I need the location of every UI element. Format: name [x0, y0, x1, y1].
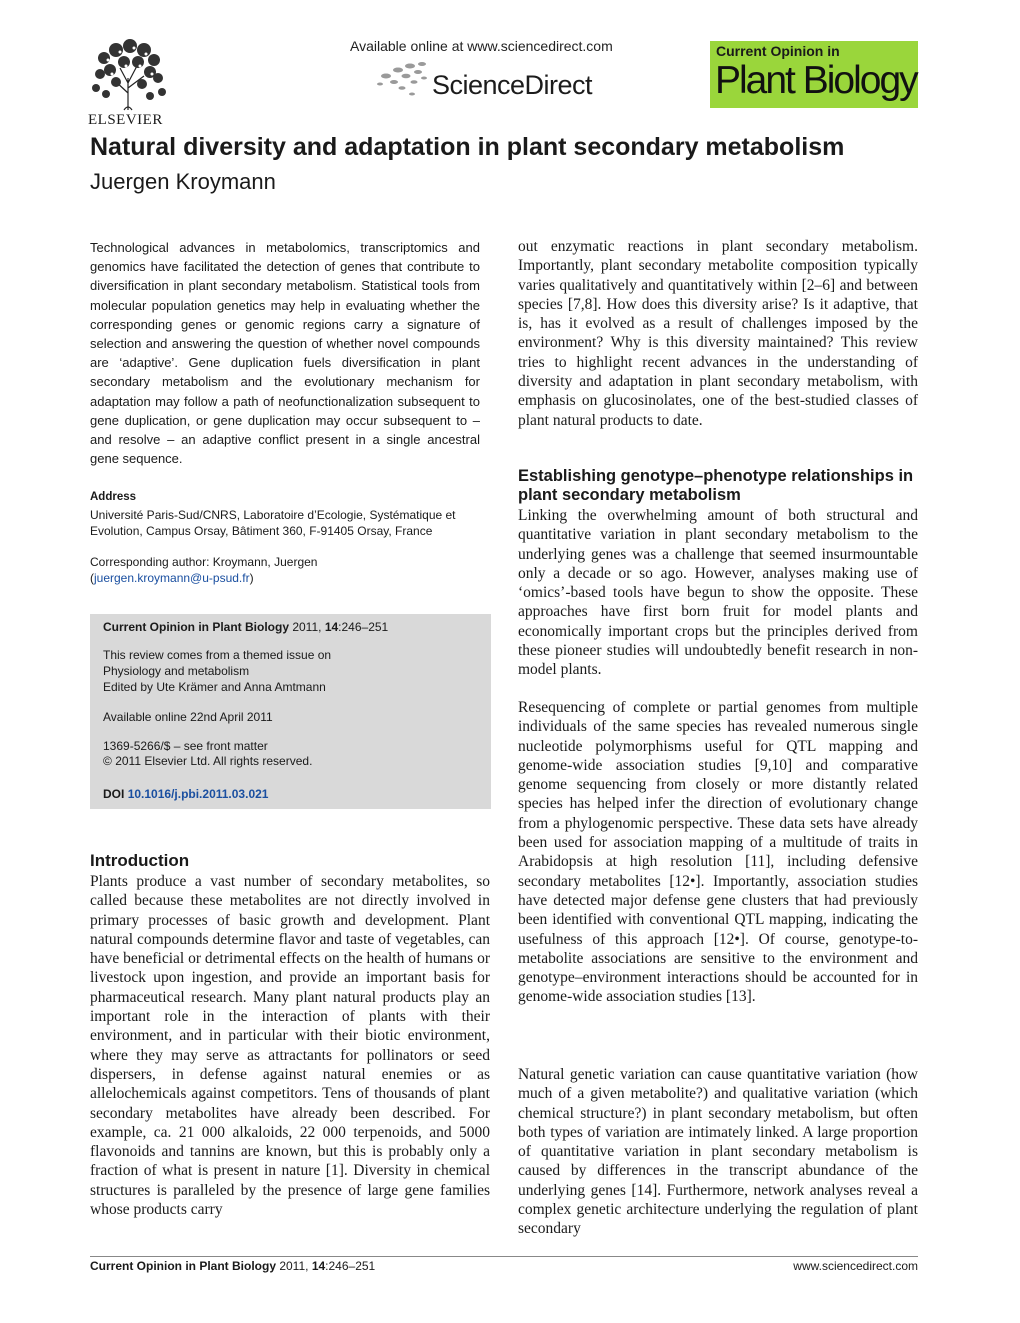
info-copyright — [103, 753, 312, 769]
corresponding-email-link[interactable]: juergen.kroymann@u-psud.fr — [94, 571, 250, 585]
footer-url[interactable]: www.sciencedirect.com — [793, 1259, 918, 1273]
info-copyright-text: 2011 Elsevier Ltd. All rights reserved. — [115, 754, 313, 768]
info-editors: Edited by Ute Krämer and Anna Amtmann — [103, 680, 326, 694]
publisher-name: ELSEVIER — [88, 112, 163, 128]
footer-pages: :246–251 — [325, 1259, 376, 1273]
info-theme-line1: This review comes from a themed issue on — [103, 648, 332, 662]
section-heading-genotype-phenotype: Establishing genotype–phenotype relationships in plant secondary metabolism — [518, 467, 914, 504]
info-citation — [103, 619, 388, 635]
right-paragraph-2: Linking the overwhelming amount of both structural and quantitative variation in plant secondary metabolism to the underlying genes was a challenge that seemed insurmountable only a decade or so ago. However, analyses making use of ‘omics’-based tools have begun to show the opposite. These approaches have first born fruit for model plants and economically important crops but the principles derived from these pioneer studies will undoubtedly benefit research in non-model plants. — [518, 507, 918, 679]
journal-logo-bottom: Plant Biology — [715, 59, 917, 102]
right-paragraph-1: out enzymatic reactions in plant secondary metabolism. Importantly, plant secondary metabolite composition typically varies qualitatively and quantitatively within [2–6] and between species [7,8]. How does this diversity arise? Is it adaptive, that is, has it evolved as a result of challenges imposed by the environment? Why is this diversity maintained? This review tries to highlight recent advances in the understanding of diversity and adaptation in plant secondary metabolism, with emphasis on glucosinolates, one of the best-studied classes of plant natural products to date. — [518, 238, 918, 429]
article-author: Juergen Kroymann — [90, 169, 276, 194]
footer-divider — [90, 1256, 918, 1257]
available-online-text: Available online at www.sciencedirect.com — [350, 38, 613, 54]
info-pages: :246–251 — [338, 620, 389, 634]
info-available: Available online 22nd April 2011 — [103, 710, 273, 724]
info-volume: 14 — [324, 620, 339, 634]
journal-logo — [710, 41, 918, 108]
article-title: Natural diversity and adaptation in plant secondary metabolism — [90, 133, 845, 161]
info-doi-label: DOI — [103, 787, 125, 801]
info-theme-line2: Physiology and metabolism — [103, 664, 250, 678]
info-doi-link[interactable]: 10.1016/j.pbi.2011.03.021 — [127, 787, 269, 801]
info-year: 2011, — [289, 620, 325, 634]
right-paragraph-4: Natural genetic variation can cause quantitative variation (how much of a given metabolite?) and qualitative variation (which chemical structure?) in plant secondary metabolism, but often both types of variation are intimately linked. A large proportion of quantitative variation in plant secondary metabolism is caused by differences in the transcript abundance of the underlying genes [14]. Furthermore, network analyses reveal a complex genetic architecture underlying the regulation of plant secondary — [518, 1066, 918, 1238]
introduction-body: Plants produce a vast number of secondary metabolites, so called because these metabolites are not directly involved in primary processes of basic growth and development. Plant natural compounds determine flavor and taste of vegetables, can have beneficial or detrimental effects on the health of humans or livestock upon ingestion, and provide an important basis for pharmaceutical research. Many plant natural products play an important role in the interaction of plants with their environment, and in particular with their biotic environment, where they may serve as attractants for pollinators or seed dispersers, in defense against natural enemies or as allelochemicals against competitors. Tens of thousands of plant secondary metabolites have already been described. For example, ca. 21 000 alkaloids, 22 000 terpenoids, and 5000 flavonoids and tannins are known, but this is probably only a fraction of what is present in nature [1]. Diversity in chemical structures is paralleled by the presence of large gene families whose products carry — [90, 873, 490, 1219]
right-paragraph-3: Resequencing of complete or partial genomes from multiple individuals of the same species has revealed numerous single nucleotide polymorphisms useful for QTL mapping and genome-wide association studies [9,10] and comparative genome sequencing from closely or more distantly related species has helped infer the direction of evolutionary change from a phylogenomic perspective. These data sets have already been used for association mapping of a multitude of traits in Arabidopsis at high resolution [11], including defensive secondary metabolites [12•]. Importantly, association studies have detected major defense gene clusters that had previously been identified with conventional QTL mapping, indicating the usefulness of this approach [12•]. Of course, genotype-to-metabolite associations are sensitive to the environment and genotype–environment interactions should be accounted for in genome-wide association studies [13]. — [518, 699, 918, 1006]
sciencedirect-wordmark: ScienceDirect — [432, 70, 593, 100]
info-doi — [103, 786, 268, 802]
footer-journal: Current Opinion in Plant Biology — [90, 1259, 276, 1273]
article-info-box — [90, 614, 491, 809]
corresponding-author-label: Corresponding author: Kroymann, Juergen — [90, 555, 318, 569]
section-heading-introduction: Introduction — [90, 851, 190, 870]
address-text: Université Paris-Sud/CNRS, Laboratoire d’Ecologie, Systématique et Evolution, Campus Orsay, Bâtiment 360, F-91405 Orsay, France — [90, 508, 456, 538]
footer-year: 2011, — [276, 1259, 312, 1273]
address-heading: Address — [90, 491, 137, 503]
abstract — [90, 238, 480, 468]
journal-logo-top: Current Opinion in — [716, 43, 840, 59]
info-issn: 1369-5266/$ – see front matter — [103, 739, 268, 753]
corresponding-author — [90, 554, 480, 586]
footer-volume: 14 — [311, 1259, 326, 1273]
corresponding-email-line: (juergen.kroymann@u-psud.fr) — [90, 571, 254, 585]
abstract-text: Technological advances in metabolomics, transcriptomics and genomics have facilitated the detection of genes that contribute to diversification in plant secondary metabolism. Statistical tools from molecular population genetics may help in evaluating whether the corresponding genes or genomic regions carry a signature of selection and answering the question of whether novel compounds are ‘adaptive’. Gene duplication fuels diversification in plant secondary metabolism and the evolutionary mechanism for adaptation may follow a path of neofunctionalization subsequent to gene duplication, or gene duplication may occur subsequent to – and resolve – an adaptive conflict present in a single ancestral gene sequence. — [90, 240, 480, 467]
info-journal: Current Opinion in Plant Biology — [103, 620, 289, 634]
footer-citation — [90, 1259, 375, 1273]
copyright-icon: © — [103, 754, 112, 768]
